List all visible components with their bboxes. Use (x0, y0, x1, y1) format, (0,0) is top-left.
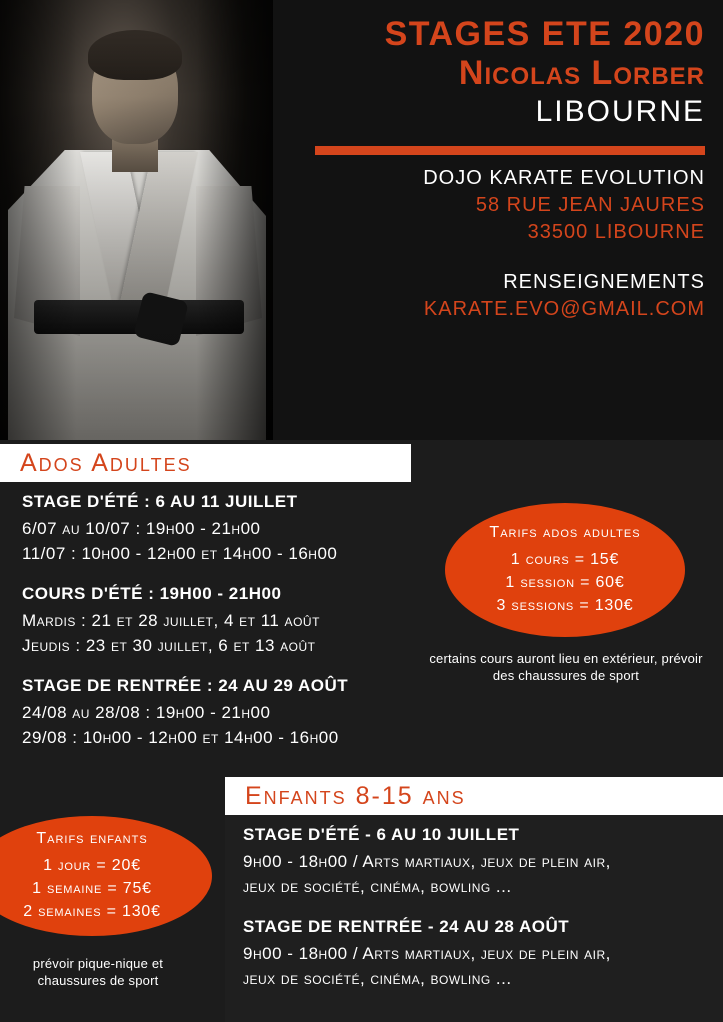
ados-group-1-heading: STAGE D'ÉTÉ : 6 AU 11 JUILLET (22, 492, 298, 511)
address-spacer (280, 246, 705, 268)
enfants-group-2 (243, 917, 713, 991)
ados-group-3 (22, 676, 442, 750)
enfants-note: prévoir pique-nique et chaussures de sport (32, 956, 164, 988)
ados-content (22, 492, 442, 750)
title-line-1: STAGES ETE 2020 (384, 15, 705, 53)
price-badge-ados-row-2: 1 session = 60€ (505, 573, 625, 591)
dojo-name: DOJO KARATE EVOLUTION (423, 167, 705, 189)
spacer-3 (243, 899, 713, 917)
ados-group-3-line-2: 29/08 : 10h00 - 12h00 et 14h00 - 16h00 (22, 728, 339, 747)
enfants-content (243, 825, 713, 991)
price-badge-enfants (0, 816, 212, 936)
title-line-2: Nicolas Lorber (458, 54, 705, 92)
ados-group-1-line-1: 6/07 au 10/07 : 19h00 - 21h00 (22, 519, 261, 538)
ados-group-2 (22, 584, 442, 658)
enfants-group-1-line-1: 9h00 - 18h00 / Arts martiaux, jeux de plein air, (243, 852, 611, 871)
ados-group-2-line-1: Mardis : 21 et 28 juillet, 4 et 11 août (22, 611, 320, 630)
info-label: RENSEIGNEMENTS (503, 271, 705, 293)
section-title-enfants (225, 777, 723, 815)
enfants-group-1 (243, 825, 713, 899)
spacer-1 (22, 566, 442, 584)
enfants-group-1-heading: STAGE D'ÉTÉ - 6 AU 10 JUILLET (243, 825, 520, 844)
ados-group-2-line-2: Jeudis : 23 et 30 juillet, 6 et 13 août (22, 636, 316, 655)
section-title-ados (0, 444, 411, 482)
price-badge-enfants-row-1: 1 jour = 20€ (43, 856, 141, 874)
price-badge-enfants-row-3: 2 semaines = 130€ (23, 902, 161, 920)
section-title-enfants-label: Enfants 8-15 ans (245, 781, 466, 810)
title-line-3: LIBOURNE (535, 95, 705, 128)
poster-title (280, 14, 705, 132)
price-badge-ados-row-3: 3 sessions = 130€ (496, 596, 634, 614)
dojo-city: 33500 LIBOURNE (527, 221, 705, 243)
enfants-group-1-line-2: jeux de société, cinéma, bowling ... (243, 877, 512, 896)
section-title-ados-label: Ados Adultes (20, 448, 192, 477)
price-badge-ados-row-1: 1 cours = 15€ (510, 550, 620, 568)
ados-group-1-line-2: 11/07 : 10h00 - 12h00 et 14h00 - 16h00 (22, 544, 338, 563)
enfants-group-2-line-2: jeux de société, cinéma, bowling ... (243, 969, 512, 988)
ados-group-3-heading: STAGE DE RENTRÉE : 24 AU 29 AOÛT (22, 676, 349, 695)
contact-email[interactable]: KARATE.EVO@GMAIL.COM (423, 298, 705, 320)
ados-note: certains cours auront lieu en extérieur, prévoir des chaussures de sport (429, 651, 703, 683)
ados-group-2-heading: COURS D'ÉTÉ : 19H00 - 21H00 (22, 584, 282, 603)
photo-vignette (0, 0, 273, 440)
accent-divider (315, 146, 705, 155)
instructor-photo (0, 0, 273, 440)
price-badge-enfants-row-2: 1 semaine = 75€ (32, 879, 152, 897)
price-badge-enfants-title: Tarifs enfants (36, 829, 148, 847)
dojo-street: 58 RUE JEAN JAURES (475, 194, 705, 216)
ados-group-1 (22, 492, 442, 566)
spacer-2 (22, 658, 442, 676)
enfants-group-2-line-1: 9h00 - 18h00 / Arts martiaux, jeux de plein air, (243, 944, 611, 963)
enfants-group-2-heading: STAGE DE RENTRÉE - 24 AU 28 AOÛT (243, 917, 570, 936)
price-badge-ados (445, 503, 685, 637)
ados-group-3-line-1: 24/08 au 28/08 : 19h00 - 21h00 (22, 703, 271, 722)
address-block (280, 164, 705, 323)
price-badge-ados-title: Tarifs ados adultes (489, 523, 641, 541)
